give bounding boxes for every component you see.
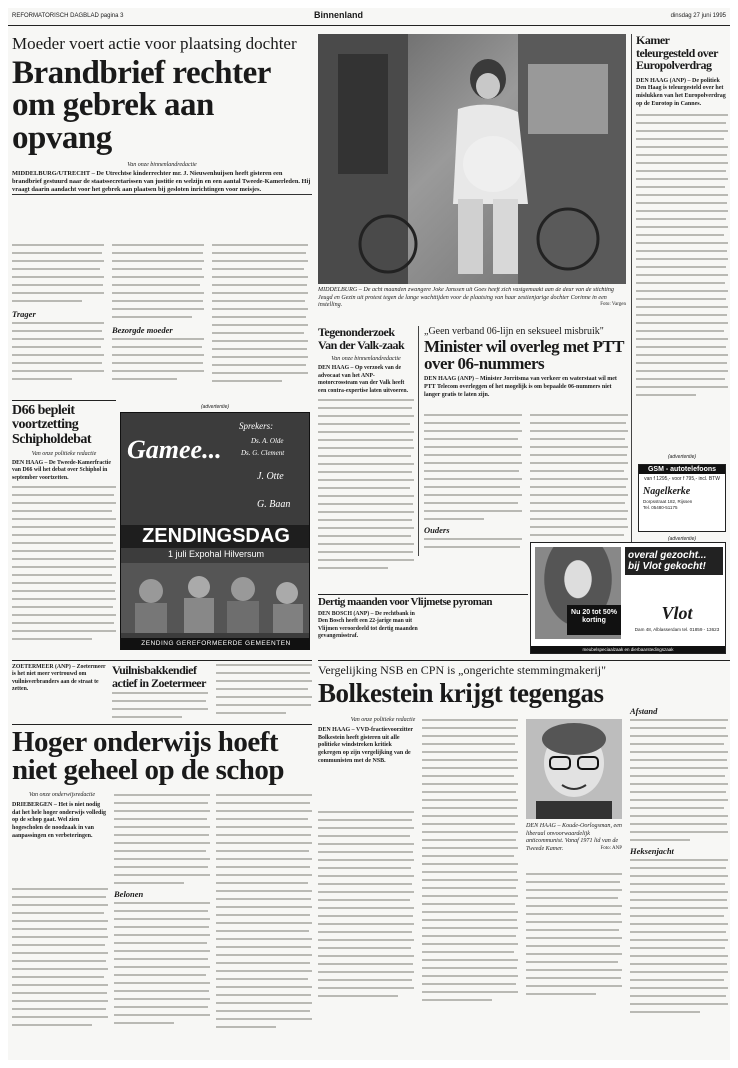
main-photo bbox=[318, 34, 626, 284]
zending-title: Gamee... bbox=[127, 435, 222, 464]
main-headline: Brandbrief rechter om gebrek aan opvang bbox=[12, 55, 271, 156]
vlot-address: Dam 48, Alblasserdam tel. 01859 - 13623 bbox=[634, 627, 720, 632]
bolkestein-article bbox=[318, 663, 730, 1058]
bolkestein-subhead-heksenjacht: Heksenjacht bbox=[630, 846, 674, 856]
vlot-footer: meubelspeciaalzaak en dierbaarstedingszaak bbox=[531, 646, 725, 653]
hoger-subhead-belonen: Belonen bbox=[114, 889, 144, 899]
vlot-brand: Vlot bbox=[661, 603, 693, 623]
newspaper-page bbox=[8, 8, 730, 1060]
bolkestein-photo-credit: Foto: ANP bbox=[600, 845, 622, 851]
zending-footer: ZENDING GEREFORMEERDE GEMEENTEN bbox=[121, 638, 310, 649]
zending-speaker-1: Ds. A. Olde bbox=[251, 437, 284, 445]
zending-crowd-photo bbox=[121, 563, 310, 633]
main-article bbox=[12, 34, 312, 394]
vak-article bbox=[318, 326, 414, 616]
zending-date: 1 juli Expohal Hilversum bbox=[167, 549, 265, 559]
bolkestein-lead: DEN HAAG – VVD-fractievoorzitter Bolkestein heeft gisteren uit alle politieke windstreken kritiek gekregen op zijn vergelijking van de communisten met de NSB. bbox=[318, 727, 413, 764]
bolkestein-kicker: Vergelijking NSB en CPN is „ongerichte stemmingmakerij" bbox=[318, 663, 606, 677]
zending-speaker-4: G. Baan bbox=[257, 499, 291, 510]
kamer-article bbox=[636, 34, 728, 414]
kamer-headline: Kamer teleurgesteld over Europolverdrag bbox=[636, 34, 718, 73]
d66-lead: DEN HAAG – De Tweede-Kamerfractie van D66 wil het debat over Schiphol in september voortzetten. bbox=[12, 459, 111, 481]
vlot-headline: overal gezocht... bij Vlot gekocht! bbox=[625, 547, 723, 575]
hoger-headline: Hoger onderwijs hoeft niet geheel op de schop bbox=[12, 728, 285, 787]
vuilnis-headline: Vuilnisbakkendief actief in Zoetermeer bbox=[112, 664, 206, 690]
photo-illustration bbox=[318, 34, 626, 284]
main-lead: MIDDELBURG/UTRECHT – De Utrechtse kinderrechter mr. J. Nieuwenhuijsen heeft gisteren een brandbrief gestuurd naar de staatssecretarissen van justitie en welzijn en een aantal Tweede-Kamerleden. Hij vraagt daarin aandacht voor het gebrek aan plaatsen bij gesloten inrichtingen voor meisjes. bbox=[12, 169, 311, 194]
ptt-kicker: „Geen verband 06-lijn en seksueel misbruik" bbox=[424, 326, 604, 337]
photo-credit: Foto: Vargen bbox=[600, 302, 626, 308]
section-name: Binnenland bbox=[314, 10, 363, 20]
d66-byline: Van onze politieke redactie bbox=[31, 450, 97, 457]
vak-headline: Tegenonderzoek Van der Valk-zaak bbox=[318, 326, 405, 353]
vak-byline: Van onze binnenlandredactie bbox=[331, 356, 401, 363]
pyroman-headline: Dertig maanden voor Vlijmetse pyroman bbox=[318, 596, 492, 608]
gsm-price: van f 1295,- voor f 795,- incl. BTW bbox=[644, 476, 720, 482]
ptt-headline: Minister wil overleg met PTT over 06-nummers bbox=[424, 337, 624, 373]
zending-ad bbox=[120, 412, 310, 650]
main-byline: Van onze binnenlandredactie bbox=[127, 161, 197, 168]
zoetermeer-lead: ZOETERMEER (ANP) – Zoetermeer is het niet meer vertrouwd om vuilnisverbranders aan de straat te zetten. bbox=[12, 664, 106, 693]
bolkestein-caption-text: DEN HAAG – Koude-Oorlogsman, een liberaal onvoorwaardelijk anticommunist. Vanaf 1971 lid van de Tweede Kamer. bbox=[526, 823, 622, 852]
pyroman-lead: DEN BOSCH (ANP) – De rechtbank in Den Bosch heeft een 22-jarige man uit Vlijmen veroordeeld tot dertig maanden gevangenisstraf. bbox=[318, 610, 418, 639]
zending-speaker-3: J. Otte bbox=[257, 471, 284, 482]
main-photo-caption bbox=[318, 287, 626, 319]
hoger-article bbox=[12, 728, 312, 1058]
zending-speakers-label: Sprekers: bbox=[239, 421, 274, 431]
pyroman-article bbox=[318, 594, 528, 656]
bolkestein-portrait bbox=[526, 719, 622, 819]
bolkestein-byline: Van onze politieke redactie bbox=[350, 717, 416, 723]
paper-name: REFORMATORISCH DAGBLAD pagina 3 bbox=[12, 13, 124, 19]
bolkestein-photo bbox=[526, 719, 622, 819]
gsm-phone: Tel. 05480-51175 bbox=[643, 505, 678, 510]
kamer-lead: DEN HAAG (ANP) – De politiek Den Haag is teleurgesteld over het mislukken van het Europolverdrag op de Eurotop in Cannes. bbox=[636, 77, 726, 107]
photo-caption-text: MIDDELBURG – De acht maanden zwangere Joke Janssen uit Goes heeft zich vastgemaakt aan de deur van de stichting Jeugd en Gezin uit protest tegen de lange wachttijden voor de plaatsing van haar zestienjarige dochter Corinne in een instelling. bbox=[318, 287, 614, 309]
hoger-lead: DRIEBERGEN – Het is niet nodig dat het hele hoger onderwijs volledig op de schop gaat. Wel zien hogescholen de noodzaak in van aanpassingen en verbeteringen. bbox=[12, 802, 107, 839]
zending-event: ZENDINGSDAG bbox=[121, 525, 310, 548]
vuilnis-article bbox=[112, 664, 312, 720]
issue-date: dinsdag 27 juni 1995 bbox=[670, 13, 726, 19]
zending-speaker-2: Ds. G. Clement bbox=[241, 449, 285, 457]
ptt-lead: DEN HAAG (ANP) – Minister Jorritsma van verkeer en waterstaat wil met PTT Telecom overleggen of het mogelijk is om bepaalde 06-nummers niet langer gratis te laten zijn. bbox=[424, 376, 617, 398]
d66-article bbox=[12, 404, 116, 656]
bolkestein-subhead-afstand: Afstand bbox=[630, 706, 658, 716]
vlot-offer: Nu 20 tot 50% korting bbox=[567, 605, 621, 635]
main-subhead-trager: Trager bbox=[12, 309, 36, 319]
vlot-ad-tag: (advertentie) bbox=[667, 536, 697, 542]
ptt-article bbox=[424, 326, 628, 560]
zending-ad-tag: (advertentie) bbox=[200, 404, 230, 410]
gsm-brand: Nagelkerke bbox=[643, 486, 691, 497]
zoetermeer-article bbox=[12, 664, 108, 720]
gsm-ad-tag: (advertentie) bbox=[667, 454, 697, 460]
main-kicker: Moeder voert actie voor plaatsing dochter bbox=[12, 34, 297, 53]
gsm-ad bbox=[638, 464, 726, 532]
gsm-title: GSM - autotelefoons bbox=[639, 465, 725, 474]
d66-headline: D66 bepleit voortzetting Schipholdebat bbox=[12, 404, 92, 447]
page-header bbox=[8, 8, 730, 26]
vak-lead: DEN HAAG – Op verzoek van de advocaat van het ANP-motorcrossteam van der Valk heeft een contra-expertise laten uitvoeren. bbox=[318, 365, 409, 394]
main-subhead-bezorgde-moeder: Bezorgde moeder bbox=[112, 325, 173, 335]
bolkestein-caption bbox=[526, 823, 622, 853]
vlot-ad bbox=[530, 542, 726, 654]
hoger-byline: Van onze onderwijsredactie bbox=[28, 792, 96, 798]
ptt-subhead-ouders: Ouders bbox=[424, 525, 450, 535]
gsm-address: Dorpsstraat 182, Rijssen bbox=[643, 499, 693, 504]
bolkestein-headline: Bolkestein krijgt tegengas bbox=[318, 678, 604, 708]
